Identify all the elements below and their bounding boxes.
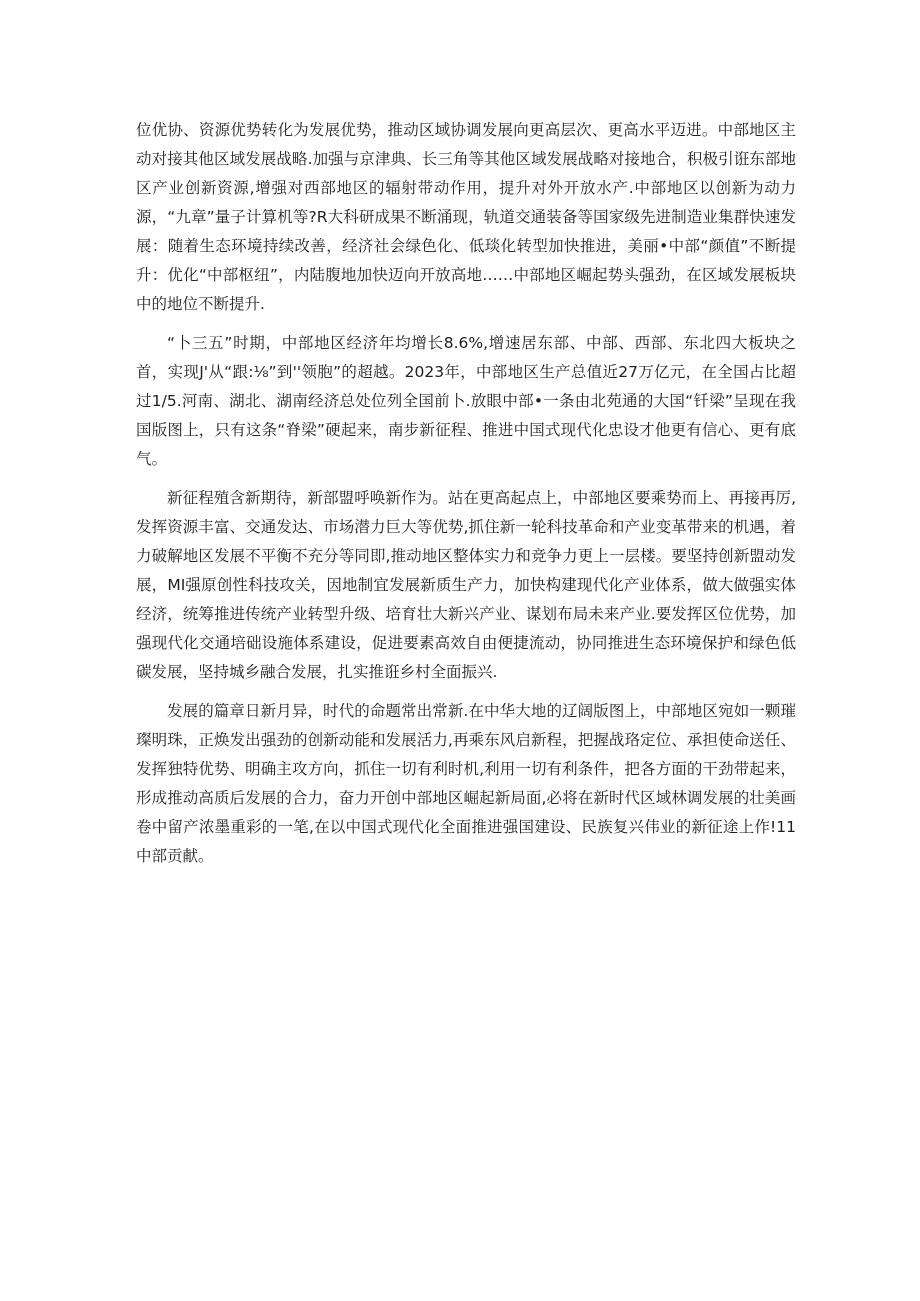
paragraph-4: 发展的篇章日新月异，时代的命题常出常新.在中华大地的辽阔版图上，中部地区宛如一颗璀璨明珠，正焕发出强劲的创新动能和发展活力,再乘东风启新程，把握战珞定位、承担使命送任、发挥独特优势、明确主攻方向，抓住一切有利时机,利用一切有利条件，把各方面的干劲带起来，形成推动高质后发展的合力，奋力开创中部地区崛起新局面,必将在新时代区域林调发展的壮美画卷中留产浓墨重彩的一笔,在以中国式现代化全面推进强国建设、民族复兴伟业的新征途上作!11中部贡献。 — [136, 702, 796, 865]
paragraph-3: 新征程殖含新期待，新部盟呼唤新作为。站在更高起点上，中部地区要乘势而上、再接再厉,发挥资源丰富、交通发达、市场潜力巨大等优势,抓住新一轮科技革命和产业变革带来的机遇，着力破解地区发展不平衡不充分等同即,推动地区整体实力和竞争力更上一层楼。要坚持创新盟动发展，MI强原创性科技攻关，因地制宜发展新质生产力，加快构建现代化产业体系，做大做强实体经济，统筹推进传统产业转型升级、培育壮大新兴产业、谋划布局未来产业.要发挥区位优势，加强现代化交通培础设施体系建设，促进要素高效自由便捷流动，协同推进生态环境保护和绿色低碳发展，坚持城乡融合发展，扎实推诳乡村全面振兴. — [136, 489, 796, 681]
paragraph-2: “卜三五”时期，中部地区经济年均增长8.6%,增速居东部、中部、西部、东北四大板块之首，实现J'从“跟:⅛”到''领胞”的超越。2023年，中部地区生产总值近27万亿元，在全国占比超过1/5.河南、湖北、湖南经济总处位列全国前卜.放眼中部•一条由北苑通的大国“钎梁”呈现在我国版图上，只有这条“脊梁”硬起来，南步新征程、推进中国式现代化忠设才他更有信心、更有底气。 — [136, 334, 796, 468]
document-body — [136, 116, 796, 881]
paragraph-1: 位优协、资源优势转化为发展优势，推动区域协调发展向更高层次、更高水平迈进。中部地区主动对接其他区域发展战略.加强与京津典、长三角等其他区域发展战略对接地合，积极引诳东部地区产业创新资源,增强对西部地区的辐射带动作用，提升对外开放水产.中部地区以创新为动力源，“九章”量子计算机等?R大科研成果不断涌现，轨道交通装备等国家级先进制造业集群快速发展：随着生态环境持续改善，经济社会绿色化、低琰化转型加快推进，美丽•中部“颜值”不断提升：优化“中部枢纽”，内陆腹地加快迈向开放高地……中部地区崛起势头强劲，在区域发展板块中的地位不断提升. — [136, 121, 796, 313]
